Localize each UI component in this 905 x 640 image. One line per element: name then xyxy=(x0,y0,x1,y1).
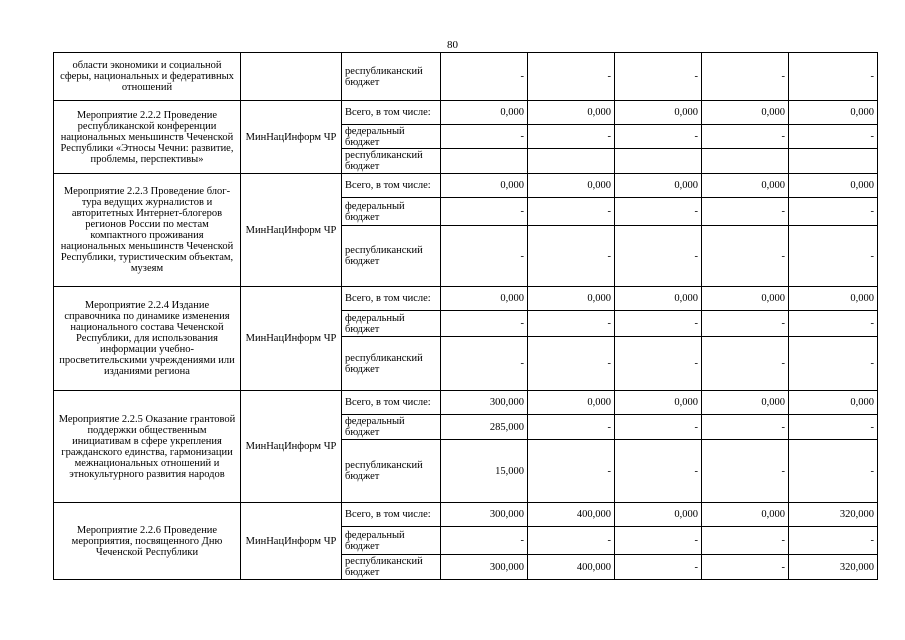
amount-cell: - xyxy=(702,440,789,503)
amount-cell: - xyxy=(789,125,878,149)
amount-cell: - xyxy=(441,53,528,101)
table-row xyxy=(54,391,878,415)
amount-cell: - xyxy=(789,311,878,337)
amount-cell xyxy=(615,149,702,174)
amount-cell: - xyxy=(441,337,528,391)
funding-source-cell: федеральный бюджет xyxy=(342,125,441,149)
amount-cell: 300,000 xyxy=(441,391,528,415)
amount-cell: 0,000 xyxy=(615,174,702,198)
table-row xyxy=(54,174,878,198)
amount-cell: 300,000 xyxy=(441,555,528,580)
amount-cell: - xyxy=(789,415,878,440)
amount-cell: 0,000 xyxy=(528,174,615,198)
amount-cell: - xyxy=(615,198,702,226)
amount-cell: - xyxy=(528,226,615,287)
amount-cell: - xyxy=(789,198,878,226)
amount-cell: - xyxy=(441,198,528,226)
amount-cell: - xyxy=(615,226,702,287)
amount-cell: 0,000 xyxy=(528,287,615,311)
amount-cell: 0,000 xyxy=(441,287,528,311)
amount-cell: - xyxy=(615,415,702,440)
amount-cell: 0,000 xyxy=(615,503,702,527)
amount-cell: - xyxy=(702,53,789,101)
funding-source-cell: федеральный бюджет xyxy=(342,415,441,440)
funding-source-cell: Всего, в том числе: xyxy=(342,287,441,311)
amount-cell: - xyxy=(528,440,615,503)
amount-cell: - xyxy=(702,198,789,226)
amount-cell: - xyxy=(441,311,528,337)
amount-cell: - xyxy=(702,226,789,287)
funding-source-cell: федеральный бюджет xyxy=(342,198,441,226)
table-row xyxy=(54,503,878,527)
amount-cell: 0,000 xyxy=(528,101,615,125)
funding-source-cell: республиканский бюджет xyxy=(342,53,441,101)
event-cell: Мероприятие 2.2.3 Проведение блог-тура ведущих журналистов и авторитетных Интернет-блогеров регионов России по местам компактного проживания национальных меньшинств Чеченской Республики, туристическим объектам, музеям xyxy=(54,174,241,287)
amount-cell: 0,000 xyxy=(441,101,528,125)
amount-cell: 320,000 xyxy=(789,503,878,527)
amount-cell: 0,000 xyxy=(789,287,878,311)
amount-cell xyxy=(528,149,615,174)
amount-cell: 285,000 xyxy=(441,415,528,440)
amount-cell: 0,000 xyxy=(528,391,615,415)
amount-cell xyxy=(789,149,878,174)
amount-cell: - xyxy=(615,555,702,580)
amount-cell: - xyxy=(615,440,702,503)
amount-cell: - xyxy=(615,527,702,555)
amount-cell: - xyxy=(702,125,789,149)
amount-cell: - xyxy=(702,527,789,555)
event-cell: Мероприятие 2.2.6 Проведение мероприятия, посвященного Дню Чеченской Республики xyxy=(54,503,241,580)
table-row xyxy=(54,101,878,125)
executor-cell: МинНацИнформ ЧР xyxy=(241,101,342,174)
amount-cell: 0,000 xyxy=(789,174,878,198)
amount-cell: - xyxy=(441,527,528,555)
funding-source-cell: республиканский бюджет xyxy=(342,149,441,174)
funding-source-cell: Всего, в том числе: xyxy=(342,101,441,125)
amount-cell: 0,000 xyxy=(615,391,702,415)
amount-cell: 0,000 xyxy=(441,174,528,198)
amount-cell: 0,000 xyxy=(789,391,878,415)
amount-cell: - xyxy=(702,555,789,580)
funding-source-cell: Всего, в том числе: xyxy=(342,503,441,527)
executor-cell xyxy=(241,53,342,101)
amount-cell: - xyxy=(441,226,528,287)
amount-cell: 0,000 xyxy=(789,101,878,125)
amount-cell: - xyxy=(615,337,702,391)
amount-cell xyxy=(702,149,789,174)
amount-cell: 300,000 xyxy=(441,503,528,527)
amount-cell: 320,000 xyxy=(789,555,878,580)
event-cell: области экономики и социальной сферы, национальных и федеративных отношений xyxy=(54,53,241,101)
funding-source-cell: республиканский бюджет xyxy=(342,337,441,391)
event-cell: Мероприятие 2.2.4 Издание справочника по динамике изменения национального состава Чеченской Республики, для использования информации учебно-просветительскими учреждениями или изданиями региона xyxy=(54,287,241,391)
amount-cell: - xyxy=(615,125,702,149)
amount-cell: - xyxy=(441,125,528,149)
amount-cell: - xyxy=(789,226,878,287)
budget-table xyxy=(53,52,878,580)
executor-cell: МинНацИнформ ЧР xyxy=(241,174,342,287)
amount-cell: 0,000 xyxy=(702,287,789,311)
table-row xyxy=(54,53,878,101)
amount-cell: - xyxy=(789,527,878,555)
funding-source-cell: федеральный бюджет xyxy=(342,311,441,337)
amount-cell xyxy=(441,149,528,174)
amount-cell: - xyxy=(528,337,615,391)
amount-cell: 0,000 xyxy=(615,287,702,311)
amount-cell: - xyxy=(702,311,789,337)
executor-cell: МинНацИнформ ЧР xyxy=(241,287,342,391)
funding-source-cell: республиканский бюджет xyxy=(342,440,441,503)
amount-cell: - xyxy=(615,311,702,337)
amount-cell: 0,000 xyxy=(702,391,789,415)
funding-source-cell: Всего, в том числе: xyxy=(342,391,441,415)
funding-source-cell: республиканский бюджет xyxy=(342,555,441,580)
amount-cell: 15,000 xyxy=(441,440,528,503)
amount-cell: 400,000 xyxy=(528,503,615,527)
amount-cell: - xyxy=(789,337,878,391)
page-number: 80 xyxy=(447,39,458,51)
amount-cell: - xyxy=(528,311,615,337)
amount-cell: - xyxy=(528,527,615,555)
executor-cell: МинНацИнформ ЧР xyxy=(241,503,342,580)
amount-cell: - xyxy=(528,125,615,149)
event-cell: Мероприятие 2.2.5 Оказание грантовой поддержки общественным инициативам в сфере укрепления гражданского единства, гармонизации межнациональных отношений и этнокультурного развития народов xyxy=(54,391,241,503)
amount-cell: 0,000 xyxy=(702,174,789,198)
amount-cell: 0,000 xyxy=(702,101,789,125)
amount-cell: 400,000 xyxy=(528,555,615,580)
amount-cell: - xyxy=(702,415,789,440)
amount-cell: - xyxy=(528,53,615,101)
table-row xyxy=(54,287,878,311)
funding-source-cell: Всего, в том числе: xyxy=(342,174,441,198)
amount-cell: - xyxy=(528,198,615,226)
funding-source-cell: федеральный бюджет xyxy=(342,527,441,555)
amount-cell: - xyxy=(615,53,702,101)
amount-cell: - xyxy=(789,440,878,503)
executor-cell: МинНацИнформ ЧР xyxy=(241,391,342,503)
amount-cell: 0,000 xyxy=(615,101,702,125)
event-cell: Мероприятие 2.2.2 Проведение республиканской конференции национальных меньшинств Чеченской Республики «Этносы Чечни: развитие, проблемы, перспективы» xyxy=(54,101,241,174)
amount-cell: 0,000 xyxy=(702,503,789,527)
amount-cell: - xyxy=(789,53,878,101)
amount-cell: - xyxy=(528,415,615,440)
amount-cell: - xyxy=(702,337,789,391)
funding-source-cell: республиканский бюджет xyxy=(342,226,441,287)
